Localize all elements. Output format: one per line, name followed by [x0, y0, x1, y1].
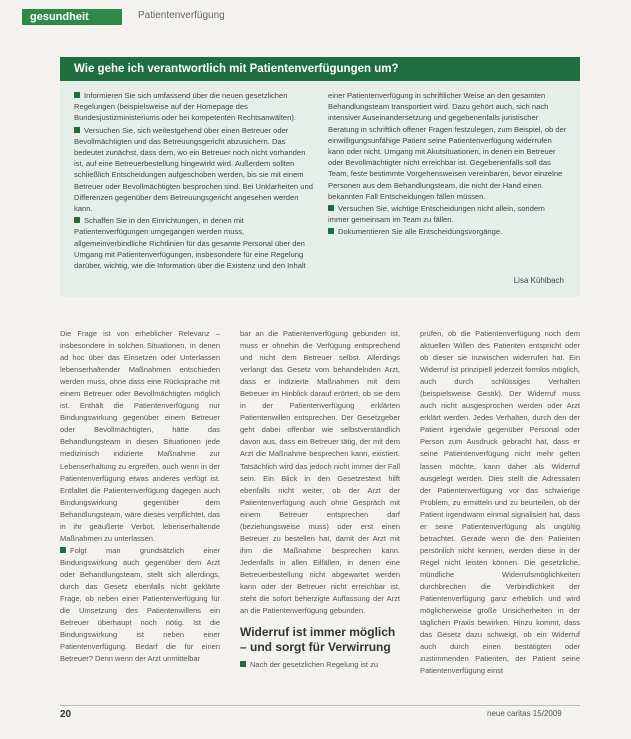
article-paragraph: bar an die Patientenverfügung gebunden ist, muss er ohnehin die Verfügung entsprechend und nicht dem Betreuer selbst. Allerdings verlangt das Gesetz vom behandelnden Arzt, dass er indizierte Maßnahmen mit dem Betreuer im Hinblick darauf erörtert, ob sie dem in der Patientenverfügung erklärten Patientenwillen entsprechen. Der Gesetzgeber geht dabei offenbar wie selbstverständlich davon aus, dass ein Betreuer tätig, der mit dem Arzt die Maßnahme besprechen kann, existiert. Tatsächlich wird das jedoch nicht immer der Fall sein. Ein Blick in den Gesetzestext hilft ebenfalls nicht weiter, ob der Arzt der Patientenverfügung auch ohne Gespräch mit einem Betreuer entsprechen darf (beziehungsweise muss) oder erst einen Betreuer zu bestellen hat, damit der Arzt mit ihm die Maßnahme besprechen kann. Jedenfalls in allen Eilfällen, in denen eine Betreuerbestellung nicht abgewartet werden kann oder der Betreuer nicht erreichbar ist, steht die sofort beherzigte Auffassung der Arzt an die Patientenverfügung gebunden. — [240, 329, 400, 616]
topic-label: Patientenverfügung — [138, 10, 225, 21]
info-box-item: Informieren Sie sich umfassend über die neuen gesetzlichen Regelungen (beispielsweise auf der Homepage des Bundesjustizministeriums oder bei kompetenten Rechtsanwälten). — [74, 91, 297, 123]
article-column-2 — [240, 328, 400, 671]
page-header — [0, 0, 631, 30]
info-box-left-column — [74, 90, 316, 272]
info-box-item: Schaffen Sie in den Einrichtungen, in denen mit Patientenverfügungen umgegangen werden muss, allgemeinverbindliche Richtlinien für das gesamte Personal über den Umgang mit Patientenverfügungen, insbesondere für eine Regelung darüber, wichtig, wie die Information über die Existenz und den Inhalt — [74, 216, 306, 271]
article-column-1 — [60, 328, 220, 665]
info-box-item: Dokumentieren Sie alle Entscheidungsvorgänge. — [328, 226, 568, 237]
article-paragraph: prüfen, ob die Patientenverfügung noch dem aktuellen Willen des Patienten entspricht oder ob dieser sie inzwischen widerrufen hat. Ein Widerruf ist prinzipiell jederzeit formlos möglich, auch durch schlüssiges Verhalten (beispielsweise Gestik). Der Widerruf muss auch nicht ausgesprochen werden oder Arzt erklärt werden. Jedes Verhalten, durch den der Patient irgendwie gegenüber Personal oder Person zum Ausdruck gebracht hat, dass er seine Patientenverfügung nicht mehr gelten lassen möchte, kann daher als Widerruf ausgelegt werden. Dies stellt die Adressaten der Patientenverfügung vor das schwierige Problem, zu ermitteln und zu beurteilen, ob der Patient irgendwann einmal signalisiert hat, dass er seine Patientenverfügung als ungültig betrachtet. Gerade wenn die den Patienten persönlich nicht kennen, werden diese in der Regel nicht leisten können. Die gesetzliche, mündliche Widerrufsmöglichkeiten durchbrechen die Verbindlichkeit der Patientenverfügung ganz erheblich und wird möglicherweise große Unsicherheiten in der täglichen Praxis bewirken. Hinzu kommt, dass das Gesetz dazu schweigt, ob ein Widerruf auch durch einen bestätigten oder zustimmenden Patienten, der Patient seine Patientenverfügung einst — [420, 329, 580, 676]
footer-divider — [60, 705, 580, 706]
article-paragraph: Folgt man grundsätzlich einer Bindungswirkung auch gegenüber dem Arzt oder Behandlungsteam, stellt sich allerdings, durch das Gesetz ebenfalls nicht geklärte Frage, ob neben einer Patientenverfügung für die Umsetzung des Patientenwillens ein Betreuer überhaupt noch nötig. Ist die Bindungswirkung ist neben einer Patientenverfügung. Bedarf die für einen Betreuer? Denn wenn der Arzt unmittelbar — [60, 545, 220, 664]
info-box — [60, 57, 580, 297]
page-number: 20 — [60, 709, 72, 720]
info-box-item: Versuchen Sie, sich weitestgehend über einen Betreuer oder Bevollmächtigten und das Betreuungsgericht abzusichern. Das bedeutet zunächst, dass dem, wo ein Betreuer noch nicht vorhanden ist, auf eine Betreuerbestellung hingewirkt wird. Außerdem sollten schließlich Entscheidungen aufgeschoben werden, bis sie mit einem Betreuer oder Bevollmächtigten besprochen sind. Bei Unklarheiten und Differenzen gegenüber dem Betreuungsgericht angesehen werden kann. — [74, 125, 313, 214]
info-box-title: Wie gehe ich verantwortlich mit Patientenverfügungen um? — [60, 57, 580, 81]
info-box-item: Versuchen Sie, wichtige Entscheidungen nicht allein, sondern immer gemeinsam im Team zu fällen. — [328, 204, 545, 225]
bullet-square-icon — [74, 127, 80, 133]
article-subheading: Widerruf ist immer möglich – und sorgt für Verwirrung — [240, 625, 396, 655]
article-column-3 — [420, 328, 580, 677]
info-box-author: Lisa Kühlbach — [513, 276, 564, 285]
bullet-square-icon — [74, 92, 80, 98]
info-box-item: einer Patientenverfügung in schriftlicher Weise an den gesamten Behandlungsteam transportiert wird. Dazu gehört auch, sich nach intensiver Auseinandersetzung und gegebenenfalls juristischer Beratung in schriftlich offener Fragen festzulegen, zum Beispiel, ob der einwilligungsunfähige Patient seine Patientenverfügung widerrufen kann oder nicht. Umgang mit Akutsituationen, in denen ein Betreuer oder Bevollmächtigter nicht erreichbar ist. Gegebenenfalls soll das Team, feste bestimmte Vorgehensweisen vereinbaren, bevor einzelne Personen aus dem Behandlungsteam, die nicht der Hand einen bekannten Fall Entscheidungen fällen müssen. — [328, 91, 567, 201]
article-paragraph: Die Frage ist von erheblicher Relevanz – insbesondere in solchen Situationen, in denen ad hoc über das Einsetzen oder Unterlassen lebenserhaltender Maßnahmen entschieden werden muss, ohne dass eine Rücksprache mit einem Betreuer oder Bevollmächtigten möglich ist. Enthält die Patientenverfügung nur Bindungswirkung gegenüber einem Betreuer oder Bevollmächtigten, hätte das Behandlungsteam in diesen Situationen jede medizinisch indizierte Maßnahme zur Lebenserhaltung zu ergreifen, auch wenn in der Patientenverfügung etwas anderes verfügt ist. Entfaltet die Patientenverfügung dagegen auch Bindungswirkung gegenüber dem Behandlungsteam, wäre dieses verpflichtet, das in ihr geäußerte Verbot, lebenserhaltende Maßnahmen zu unterlassen. — [60, 329, 220, 543]
bullet-square-icon — [60, 547, 66, 553]
bullet-square-icon — [328, 205, 334, 211]
article-paragraph: Nach der gesetzlichen Regelung ist zu — [240, 659, 400, 671]
bullet-square-icon — [328, 228, 334, 234]
bullet-square-icon — [240, 661, 246, 667]
info-box-right-column — [328, 90, 568, 239]
section-tag: gesundheit — [22, 9, 122, 25]
bullet-square-icon — [74, 217, 80, 223]
publication-name: neue caritas 15/2009 — [487, 709, 562, 718]
